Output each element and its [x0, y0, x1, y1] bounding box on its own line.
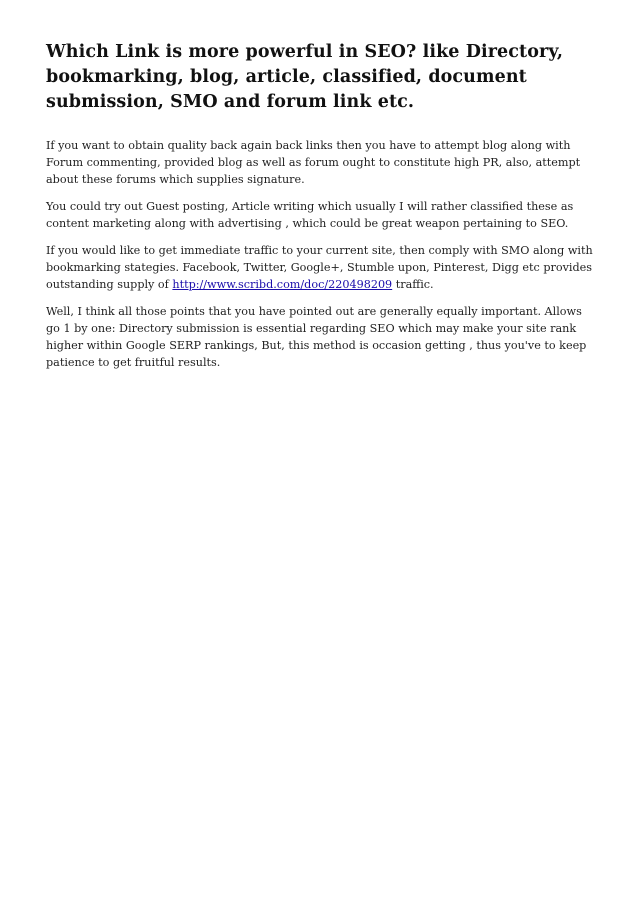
- document-title: Which Link is more powerful in SEO? like Directory, bookmarking, blog, article, classified, document submission, SMO and forum link etc.: [46, 42, 564, 112]
- paragraph-3-text-before: If you would like to get immediate traffic to your current site, then comply with SMO along with bookmarking stategies. Facebook, Twitter, Google+, Stumble upon, Pinterest, Digg etc provides outstanding supply of: [46, 244, 593, 291]
- paragraph-3: [46, 242, 598, 293]
- scribd-link[interactable]: http://www.scribd.com/doc/220498209: [172, 278, 393, 291]
- document-page: [46, 40, 598, 381]
- paragraph-4: Well, I think all those points that you have pointed out are generally equally important. Allows go 1 by one: Directory submission is essential regarding SEO which may make your site rank higher within Google SERP rankings, But, this method is occasion getting , thus you've to keep patience to get fruitful results.: [46, 305, 587, 369]
- paragraph-2: You could try out Guest posting, Article writing which usually I will rather classified these as content marketing along with advertising , which could be great weapon pertaining to SEO.: [46, 200, 574, 230]
- paragraph-1: If you want to obtain quality back again back links then you have to attempt blog along with Forum commenting, provided blog as well as forum ought to constitute high PR, also, attempt about these forums which supplies signature.: [46, 139, 581, 186]
- paragraph-3-text-after: traffic.: [392, 278, 434, 291]
